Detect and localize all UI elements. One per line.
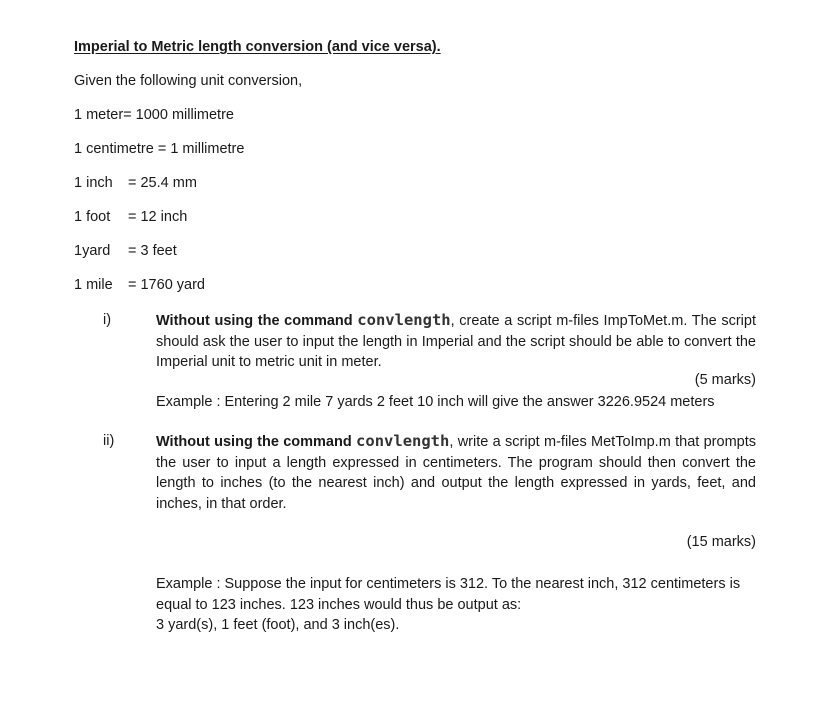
question-lead: Without using the command: [156, 434, 352, 450]
example-text: [156, 574, 756, 636]
question-text: [156, 310, 756, 373]
marks-label: (5 marks): [694, 372, 756, 388]
marks-label: (15 marks): [686, 534, 756, 550]
example-line: Example : Suppose the input for centimeters is 312. To the nearest inch, 312 centimeters is equal to 123 inches. 123 inches would thus be output as:: [156, 576, 741, 613]
conversion-rhs: = 12 inch: [128, 209, 188, 225]
conversion-rhs: = 3 feet: [128, 243, 177, 259]
conversion-rhs: = 1760 yard: [128, 277, 205, 293]
command-name: convlength: [357, 311, 451, 329]
command-name: convlength: [356, 432, 450, 450]
conversion-lhs: 1 foot: [74, 209, 111, 225]
conversion-lhs: 1 meter: [74, 107, 124, 123]
conversion-lhs: 1 inch: [74, 175, 113, 191]
conversion-row: [74, 209, 187, 225]
page-title: Imperial to Metric length conversion (and vice versa).: [74, 39, 441, 55]
conversion-row: [74, 107, 234, 123]
conversion-rhs: = 25.4 mm: [128, 175, 197, 191]
question-number: i): [103, 312, 112, 328]
conversion-row: [74, 175, 197, 191]
question-lead: Without using the command: [156, 313, 353, 329]
conversion-row: [74, 243, 177, 259]
question-number: ii): [103, 433, 115, 449]
example-line: Example : Entering 2 mile 7 yards 2 feet 10 inch will give the answer 3226.9524 meters: [156, 394, 715, 410]
conversion-rhs: = 1000 millimetre: [123, 107, 234, 123]
intro-text: Given the following unit conversion,: [74, 73, 303, 89]
question-text: [156, 431, 756, 514]
conversion-row: [74, 141, 244, 157]
conversion-lhs: 1 mile: [74, 277, 113, 293]
question-body: , write a script m-files MetToImp.m that prompts the user to input a length expressed in centimeters. The program should then convert the length to inches (to the nearest inch) and output the length expressed in yards, feet, and inches, in that order.: [156, 434, 756, 512]
conversion-rhs: = 1 millimetre: [157, 141, 245, 157]
question-body: , create a script m-files ImpToMet.m. The script should ask the user to input the length in Imperial and the script should be able to convert the Imperial unit to metric unit in meter.: [156, 313, 756, 370]
example-text: [156, 392, 756, 413]
conversion-lhs: 1 centimetre: [74, 141, 154, 157]
example-line: 3 yard(s), 1 feet (foot), and 3 inch(es).: [156, 617, 400, 633]
conversion-lhs: 1yard: [74, 243, 111, 259]
conversion-row: [74, 277, 205, 293]
